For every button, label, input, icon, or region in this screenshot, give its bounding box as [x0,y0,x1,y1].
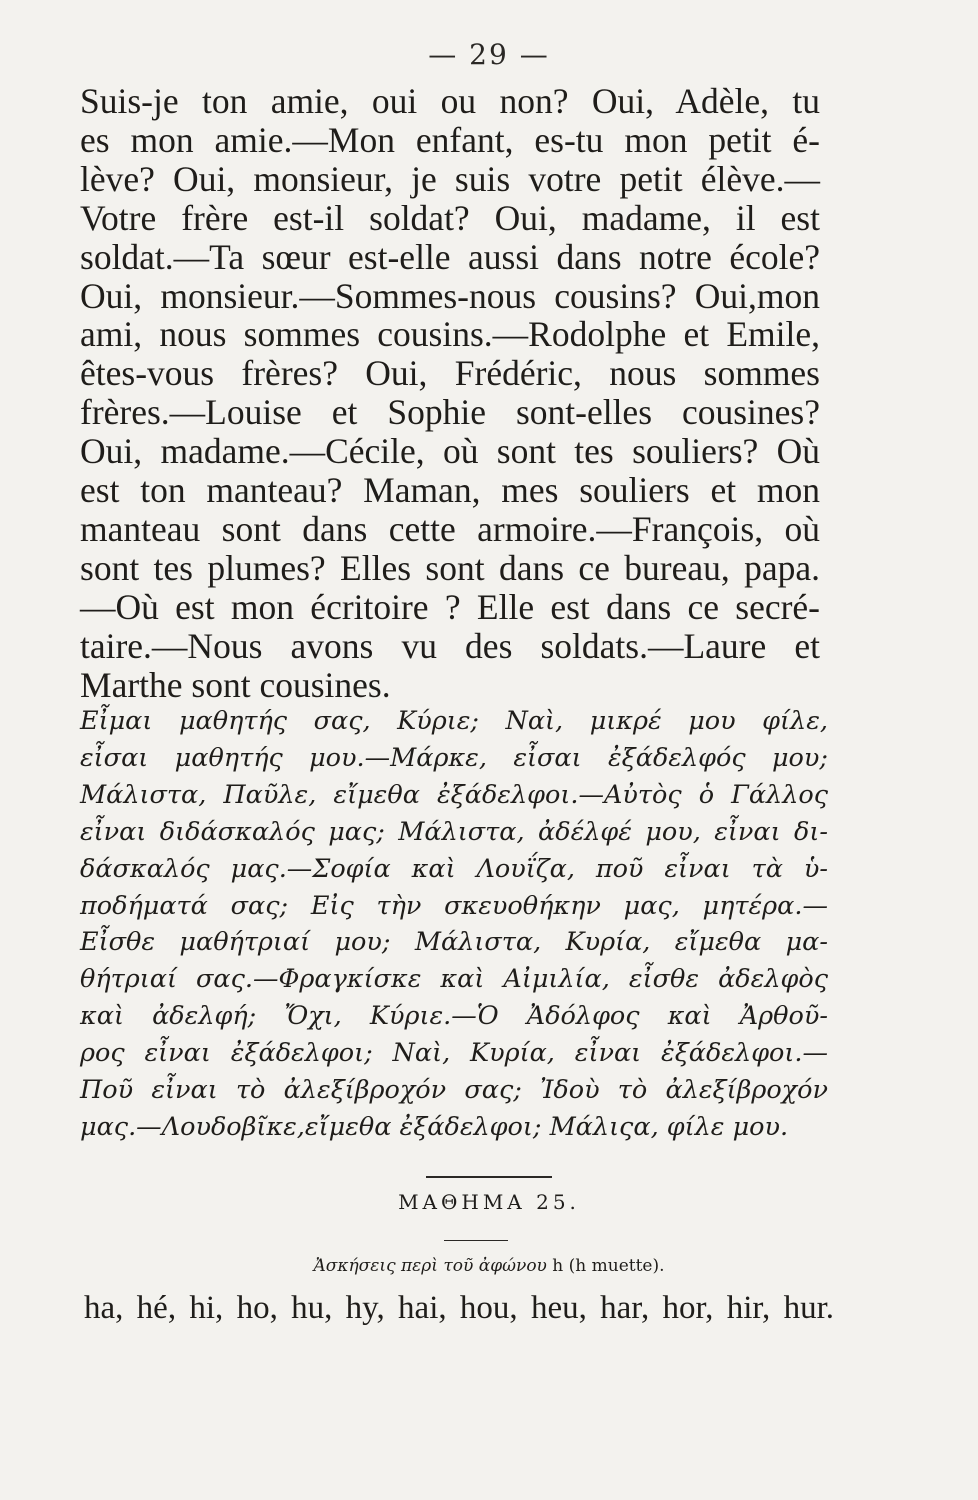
french-line: —Où est mon écritoire ? Elle est dans ce secré- [80,586,820,627]
french-line: es mon amie.—Mon enfant, es-tu mon petit é- [80,119,820,160]
french-line: Suis-je ton amie, oui ou non? Oui, Adèle, tu [80,81,820,121]
french-line: manteau sont dans cette armoire.—François, où [80,508,820,549]
greek-line: δάσκαλός μας.—Σοφία καὶ Λουΐζα, ποῦ εἶναι τὰ ὑ- [80,853,828,884]
greek-line: θήτριαί σας.—Φραγκίσκε καὶ Αἰμιλία, εἶσθε ἀδελφὸς [80,964,828,995]
exercise-title-latin: h (h muette). [552,1256,665,1276]
greek-translation-passage [80,703,828,1146]
french-line: est ton manteau? Maman, mes souliers et mon [80,470,820,511]
french-line: taire.—Nous avons vu des soldats.—Laure et [80,625,820,666]
french-line: Oui, monsieur.—Sommes-nous cousins? Oui,mon [80,275,820,316]
heading-underline [444,1240,508,1241]
greek-line: Εἶμαι μαθητής σας, Κύριε; Ναὶ, μικρέ μου φίλε, [80,706,828,736]
french-line: sont tes plumes? Elles sont dans ce bureau, papa. [80,547,820,588]
greek-line: εἶναι διδάσκαλός μας; Μάλιστα, ἀδέλφέ μου, εἶναι δι- [80,816,828,847]
greek-line: Μάλιστα, Παῦλε, εἴμεθα ἐξάδελφοι.—Αὐτὸς ὁ Γάλλος [80,779,828,810]
syllable-exercise: ha, hé, hi, ho, hu, hy, hai, hou, heu, har, hor, hir, hur. [84,1290,834,1326]
french-line: ami, nous sommes cousins.—Rodolphe et Emile, [80,314,820,355]
french-line: lève? Oui, monsieur, je suis votre petit élève.— [80,158,820,199]
french-reading-passage [80,82,820,705]
french-line: frères.—Louise et Sophie sont-elles cousines? [80,392,820,433]
greek-line: ποδήματά σας; Εἰς τὴν σκευοθήκην μας, μητέρα.— [80,890,828,921]
page-number: — 29 — [428,38,550,71]
section-divider [426,1176,552,1178]
greek-line: Ποῦ εἶναι τὸ ἀλεξίβροχόν σας; Ἰδοὺ τὸ ἀλεξίβροχόν [80,1075,828,1106]
greek-line: ρος εἶναι ἐξάδελφοι; Ναὶ, Κυρία, εἶναι ἐξάδελφοι.— [80,1038,828,1069]
french-line: Oui, madame.—Cécile, où sont tes souliers? Où [80,431,820,472]
greek-line: μας.—Λουδοβῖκε,εἴμεθα ἐξάδελφοι; Μάλιςα, φίλε μου. [80,1111,789,1142]
exercise-title [0,1256,978,1276]
lesson-heading: ΜΑΘΗΜΑ 25. [398,1190,580,1214]
exercise-title-greek: Ἀσκήσεις περὶ τοῦ ἀφώνου [313,1256,547,1276]
french-line: Votre frère est-il soldat? Oui, madame, il est [80,197,820,238]
greek-line: εἶσαι μαθητής μου.—Μάρκε, εἶσαι ἐξάδελφός μου; [80,742,828,773]
french-line: êtes-vous frères? Oui, Frédéric, nous sommes [80,353,820,394]
greek-line: Εἶσθε μαθήτριαί μου; Μάλιστα, Κυρία, εἴμεθα μα- [80,927,828,958]
french-line: Marthe sont cousines. [80,664,391,705]
greek-line: καὶ ἀδελφή; Ὄχι, Κύριε.—Ὁ Ἀδόλφος καὶ Ἀρθοῦ- [80,1001,828,1032]
french-line: soldat.—Ta sœur est-elle aussi dans notre école? [80,236,820,277]
